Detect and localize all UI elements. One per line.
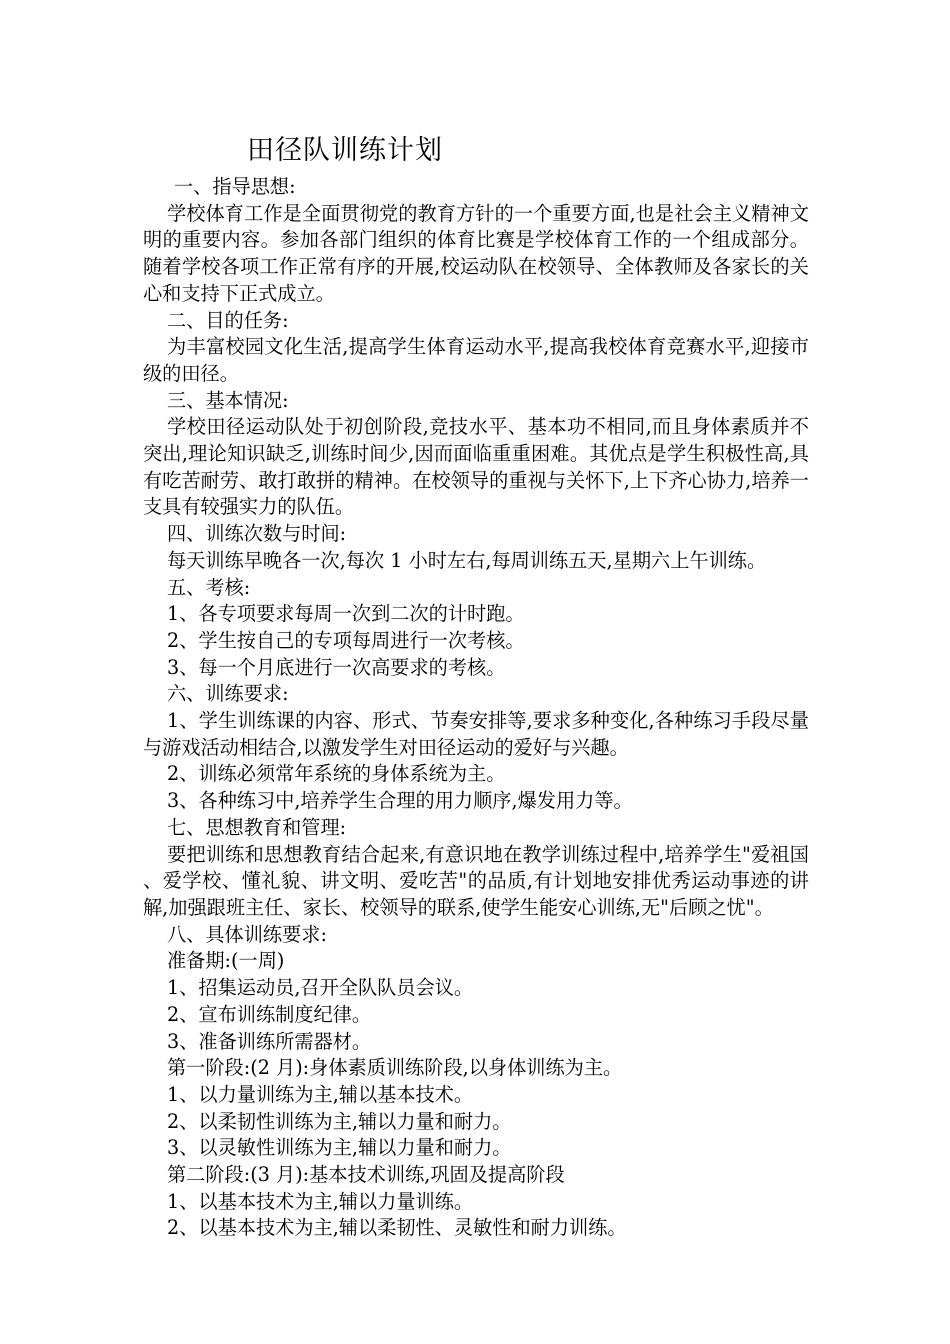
section-heading-goals: 二、目的任务: (167, 308, 289, 332)
list-item: 2、宣布训练制度纪律。 (167, 1002, 372, 1026)
paragraph-goals: 为丰富校园文化生活,提高学生体育运动水平,提高我校体育竞赛水平,迎接市级的田径。 (143, 335, 809, 385)
section-heading-specific-requirements: 八、具体训练要求: (167, 922, 327, 946)
section-heading-training-schedule: 四、训练次数与时间: (167, 522, 347, 546)
list-item: 3、准备训练所需器材。 (167, 1029, 372, 1053)
section-heading-assessment: 五、考核: (167, 575, 251, 599)
phase-heading-first: 第一阶段:(2 月):身体素质训练阶段,以身体训练为主。 (167, 1056, 623, 1080)
list-item: 3、各种练习中,培养学生合理的用力顺序,爆发用力等。 (167, 789, 633, 813)
list-item: 2、以基本技术为主,辅以柔韧性、灵敏性和耐力训练。 (167, 1216, 627, 1240)
list-item: 1、以力量训练为主,辅以基本技术。 (167, 1082, 474, 1106)
list-item: 2、以柔韧性训练为主,辅以力量和耐力。 (167, 1109, 512, 1133)
phase-heading-preparation: 准备期:(一周) (167, 949, 285, 973)
section-heading-education-management: 七、思想教育和管理: (167, 815, 347, 839)
list-item: 3、每一个月底进行一次高要求的考核。 (167, 655, 506, 679)
section-heading-training-requirements: 六、训练要求: (167, 682, 289, 706)
list-item: 1、以基本技术为主,辅以力量训练。 (167, 1189, 474, 1213)
paragraph-education-management: 要把训练和思想教育结合起来,有意识地在教学训练过程中,培养学生"爱祖国、爱学校、懂礼貌、讲文明、爱吃苦"的品质,有计划地安排优秀运动事迹的讲解,加强跟班主任、家长、校领导的联系,使学生能安心训练,无"后顾之忧"。 (143, 842, 809, 919)
paragraph-guiding-thought: 学校体育工作是全面贯彻党的教育方针的一个重要方面,也是社会主义精神文明的重要内容。参加各部门组织的体育比赛是学校体育工作的一个组成部分。随着学校各项工作正常有序的开展,校运动队在校领导、全体教师及各家长的关心和支持下正式成立。 (143, 201, 809, 305)
list-item: 1、招集运动员,召开全队队员会议。 (167, 976, 474, 1000)
phase-heading-second: 第二阶段:(3 月):基本技术训练,巩固及提高阶段 (167, 1163, 565, 1187)
list-item: 2、学生按自己的专项每周进行一次考核。 (167, 628, 525, 652)
list-item: 3、以灵敏性训练为主,辅以力量和耐力。 (167, 1136, 512, 1160)
document-body (143, 174, 809, 1242)
list-item: 2、训练必须常年系统的身体系统为主。 (167, 762, 506, 786)
paragraph-basic-situation: 学校田径运动队处于初创阶段,竞技水平、基本功不相同,而且身体素质并不突出,理论知识缺乏,训练时间少,因而面临重重困难。其优点是学生积极性高,具有吃苦耐劳、敢打敢拼的精神。在校领导的重视与关怀下,上下齐心协力,培养一支具有较强实力的队伍。 (143, 415, 809, 519)
list-item: 1、各专项要求每周一次到二次的计时跑。 (167, 602, 525, 626)
section-heading-guiding-thought: 一、指导思想: (174, 175, 296, 198)
section-heading-basic-situation: 三、基本情况: (167, 388, 289, 412)
list-item: 1、学生训练课的内容、形式、节奏安排等,要求多种变化,各种练习手段尽量与游戏活动相结合,以激发学生对田径运动的爱好与兴趣。 (143, 709, 809, 759)
paragraph-training-schedule: 每天训练早晚各一次,每次 1 小时左右,每周训练五天,星期六上午训练。 (167, 548, 767, 572)
document-title: 田径队训练计划 (247, 135, 443, 166)
